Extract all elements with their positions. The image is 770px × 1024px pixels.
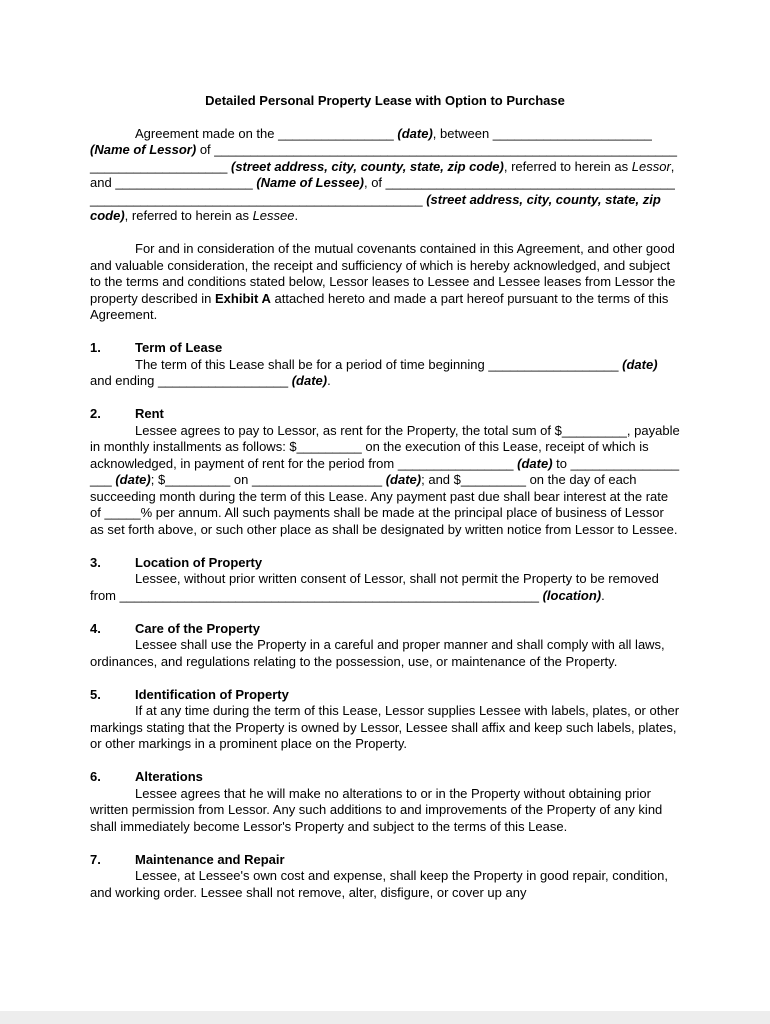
text-run: , referred to herein as [124,208,253,223]
text-run: of [196,142,215,157]
text-run: (street address, city, county, state, zip code) [90,191,661,223]
text-run: If at any time during the term of this Lease, Lessor supplies Lessee with labels, plates, or other markings stating that the Property is owned by Lessor, Lessee shall affix and keep such labels, plates, or other markings in a prominent place on the Property. [90,703,680,751]
text-run: ; and $ [421,472,461,487]
text-run: (Name of Lessor) [90,142,197,157]
section-heading [90,340,680,357]
section-title: Location of Property [135,554,263,570]
section-number: 5. [90,686,101,702]
text-run: Lessee, without prior written consent of Lessor, shall not permit the Property to be removed from [90,571,659,603]
text-run: . [327,373,331,388]
section-body [90,703,680,753]
section-title: Identification of Property [135,686,289,702]
fill-in-blank: __________________________________________________________ [119,587,539,603]
fill-in-blank: __________________ [488,356,619,372]
text-run: (date) [115,472,151,487]
fill-in-blank: ________________ [278,125,394,141]
fill-in-blank: _________ [165,472,231,487]
section-title: Term of Lease [135,340,223,355]
text-run: ; $ [150,472,166,487]
page-edge [0,1011,770,1024]
section-heading [90,852,680,869]
text-run: Agreement made on the [135,125,279,141]
fill-in-blank: ________________ [397,455,514,471]
text-run: , referred to herein as [503,158,632,174]
text-run: (date) [291,373,328,388]
document-title: Detailed Personal Property Lease with Option to Purchase [205,93,565,108]
text-run: Lessor [631,158,671,174]
section-body [90,423,680,539]
section-heading [90,406,680,423]
section-number: 2. [90,406,101,421]
section-heading [90,769,680,786]
text-run: , and [90,158,675,190]
text-run: (street address, city, county, state, zip code) [231,158,504,174]
numbered-sections [90,340,680,901]
section-body [90,571,680,604]
text-run: Lessee shall use the Property in a careful and proper manner and shall comply with all laws, ordinances, and regulations relating to the possession, use, or maintenance of the Property. [90,637,665,669]
section-heading [90,687,680,704]
section-title: Maintenance and Repair [135,851,285,867]
section-title: Care of the Property [135,620,260,636]
text-run: (location) [542,587,602,603]
section-number: 3. [90,554,101,570]
section-number: 7. [90,851,101,867]
text-run: Lessee agrees that he will make no alterations to or in the Property without obtaining prior written permission from Lessor. Any such additions to and improvements of the Property of any kind shall immediately become Lessor's Property and subject to the terms of this Lease. [90,785,663,834]
text-run: , payable in monthly installments as follows: $ [90,422,680,454]
text-run: on [230,472,252,487]
section-heading [90,621,680,638]
text-run: and ending [90,373,158,388]
section-heading [90,555,680,572]
section-body [90,786,680,836]
text-run: Exhibit A [215,290,271,306]
text-run: (date) [397,125,433,141]
fill-in-blank: ___________________ [115,175,253,190]
fill-in-blank: __________________ [157,373,289,388]
text-run: (Name of Lessee) [256,175,364,190]
text-run: on the execution of this Lease, receipt of which is acknowledged, in payment of rent for the period from [90,439,649,471]
fill-in-blank: __________________ [90,455,680,487]
text-run: , of [363,175,386,190]
fill-in-blank: _____ [104,505,141,520]
consideration-paragraph [90,241,680,324]
fill-in-blank: _________ [460,472,526,487]
text-run: Lessee [252,208,295,223]
text-run: . [601,587,605,603]
text-run: (date) [622,356,658,372]
section-title: Alterations [135,769,203,784]
text-run: attached hereto and made a part hereof pursuant to the terms of this Agreement. [90,290,669,322]
section-body [90,868,680,901]
fill-in-blank: ___________________________________________________________________________________ [90,142,677,174]
text-run: (date) [385,472,422,487]
text-run: Lessee agrees to pay to Lessor, as rent for the Property, the total sum of $ [135,422,562,438]
text-run: (date) [517,455,553,471]
text-run: , between [432,125,493,141]
fill-in-blank: _________ [296,439,362,454]
section-number: 4. [90,620,101,636]
section-number: 1. [90,340,101,355]
section-body [90,637,680,670]
text-run: For and in consideration of the mutual covenants contained in this Agreement, and other good and valuable consideration, the receipt and sufficiency of which is hereby acknowledged, and subject to the terms and conditions stated below, Lessor leases to Lessee and Lessee leases from Lessor the property described in [90,241,676,306]
fill-in-blank: ______________________________________________________________________________________ [90,175,675,207]
intro-paragraph [90,126,680,225]
section-number: 6. [90,769,101,784]
fill-in-blank: _________ [561,422,627,438]
text-run: Lessee, at Lessee's own cost and expense, shall keep the Property in good repair, condition, and working order. Lessee shall not remove, alter, disfigure, or cover up any [90,868,668,900]
text-run: on the day of each succeeding month during the term of this Lease. Any payment past due shall bear interest at the rate of [90,472,669,520]
text-run: The term of this Lease shall be for a period of time beginning [135,356,489,372]
fill-in-blank: ______________________ [492,125,652,141]
section-title: Rent [135,406,164,421]
text-run: . [294,208,299,223]
fill-in-blank: __________________ [251,472,383,487]
text-run: to [552,455,571,471]
section-body [90,357,680,390]
text-run: % per annum. All such payments shall be made at the principal place of business of Lessor as set forth above, or such other place as shall be designated by written notice from Lessor to Lessee. [90,505,678,537]
